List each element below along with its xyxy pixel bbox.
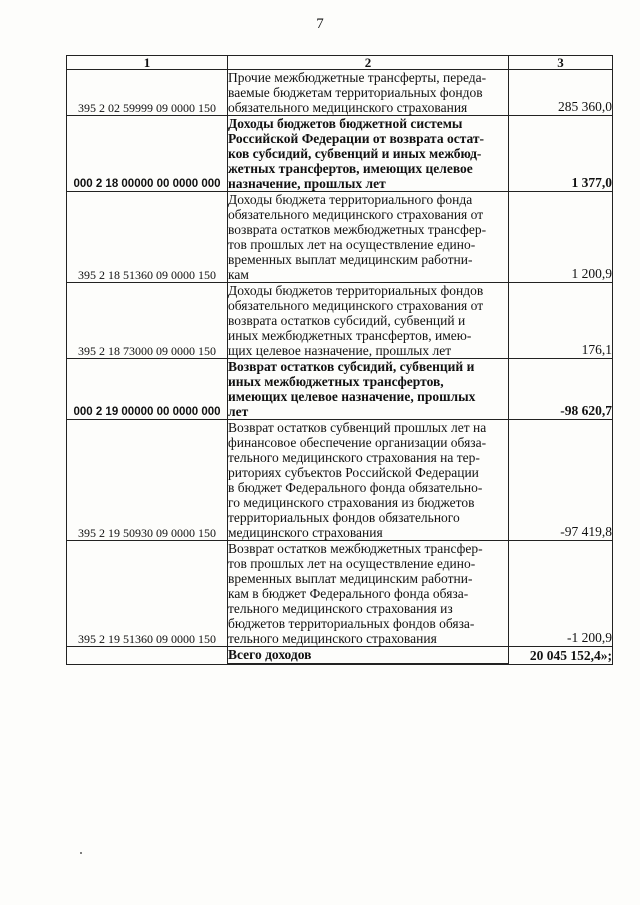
revenue-description <box>228 283 509 359</box>
total-row <box>67 647 613 665</box>
table-row <box>67 192 613 283</box>
table-row <box>67 541 613 647</box>
revenue-description <box>228 116 509 192</box>
description-line: обязательного медицинского страхования от <box>228 298 484 313</box>
revenue-description <box>228 541 509 647</box>
description-line: кам в бюджет Федерального фонда обяза- <box>228 586 469 601</box>
amount-value: 285 360,0 <box>509 70 613 116</box>
description-line: ков субсидий, субвенций и иных межбюд- <box>228 146 482 161</box>
description-line: в бюджет Федерального фонда обязательно- <box>228 480 483 495</box>
revenue-description <box>228 70 509 116</box>
column-header-2: 2 <box>228 56 509 70</box>
description-line: Возврат остатков субсидий, субвенций и <box>228 359 475 374</box>
description-line: временных выплат медицинским работни- <box>228 571 473 586</box>
budget-code: 395 2 18 73000 09 0000 150 <box>67 283 228 359</box>
amount-value: -1 200,9 <box>509 541 613 647</box>
scan-speck <box>80 852 82 854</box>
revenue-description <box>228 192 509 283</box>
total-amount: 20 045 152,4»; <box>509 647 613 665</box>
budget-code: 000 2 18 00000 00 0000 000 <box>67 116 228 192</box>
description-line: временных выплат медицинским работни- <box>228 252 473 267</box>
description-line: возврата остатков субсидий, субвенций и <box>228 313 466 328</box>
budget-code: 395 2 18 51360 09 0000 150 <box>67 192 228 283</box>
description-line: тов прошлых лет на осуществление едино- <box>228 556 476 571</box>
description-line: тельного медицинского страхования на тер- <box>228 450 480 465</box>
table-row <box>67 420 613 541</box>
description-line: Доходы бюджета территориального фонда <box>228 192 473 207</box>
description-line: Российской Федерации от возврата остат- <box>228 131 485 146</box>
budget-code: 395 2 02 59999 09 0000 150 <box>67 70 228 116</box>
description-line: назначение, прошлых лет <box>228 176 386 191</box>
description-line: го медицинского страхования из бюджетов <box>228 495 475 510</box>
description-line: возврата остатков межбюджетных трансфер- <box>228 222 487 237</box>
description-line: финансовое обеспечение организации обяза- <box>228 435 487 450</box>
description-line: Возврат остатков межбюджетных трансфер- <box>228 541 483 556</box>
description-line: обязательного медицинского страхования от <box>228 207 484 222</box>
page-number: 7 <box>316 16 324 32</box>
table-row <box>67 116 613 192</box>
amount-value: 176,1 <box>509 283 613 359</box>
column-header-1: 1 <box>67 56 228 70</box>
revenue-description <box>228 359 509 420</box>
description-line: тельного медицинского страхования из <box>228 601 453 616</box>
description-line: обязательного медицинского страхования <box>228 100 468 115</box>
revenue-description <box>228 420 509 541</box>
budget-code: 395 2 19 51360 09 0000 150 <box>67 541 228 647</box>
description-line: иных межбюджетных трансфертов, имею- <box>228 328 472 343</box>
amount-value: 1 200,9 <box>509 192 613 283</box>
description-line: тов прошлых лет на осуществление едино- <box>228 237 476 252</box>
description-line: территориальных фондов обязательного <box>228 510 460 525</box>
description-line: Доходы бюджетов бюджетной системы <box>228 116 463 131</box>
amount-value: 1 377,0 <box>509 116 613 192</box>
description-line: лет <box>228 404 249 419</box>
description-line: имеющих целевое назначение, прошлых <box>228 389 476 404</box>
revenue-table <box>66 55 613 665</box>
description-line: риториях субъектов Российской Федерации <box>228 465 479 480</box>
amount-value: -98 620,7 <box>509 359 613 420</box>
table-header-row <box>67 56 613 70</box>
description-line: ваемые бюджетам территориальных фондов <box>228 85 483 100</box>
description-line: Возврат остатков субвенций прошлых лет на <box>228 420 487 435</box>
description-line: медицинского страхования <box>228 525 383 540</box>
budget-code: 395 2 19 50930 09 0000 150 <box>67 420 228 541</box>
total-label: Всего доходов <box>228 647 509 665</box>
table-row <box>67 70 613 116</box>
description-line: Прочие межбюджетные трансферты, переда- <box>228 70 487 85</box>
budget-code: 000 2 19 00000 00 0000 000 <box>67 359 228 420</box>
description-line: Доходы бюджетов территориальных фондов <box>228 283 484 298</box>
total-empty-cell <box>67 647 228 665</box>
description-line: жетных трансфертов, имеющих целевое <box>228 161 473 176</box>
table-row <box>67 283 613 359</box>
table-row <box>67 359 613 420</box>
column-header-3: 3 <box>509 56 613 70</box>
description-line: кам <box>228 267 249 282</box>
description-line: иных межбюджетных трансфертов, <box>228 374 444 389</box>
description-line: бюджетов территориальных фондов обяза- <box>228 616 475 631</box>
description-line: щих целевое назначение, прошлых лет <box>228 343 452 358</box>
description-line: тельного медицинского страхования <box>228 631 437 646</box>
amount-value: -97 419,8 <box>509 420 613 541</box>
